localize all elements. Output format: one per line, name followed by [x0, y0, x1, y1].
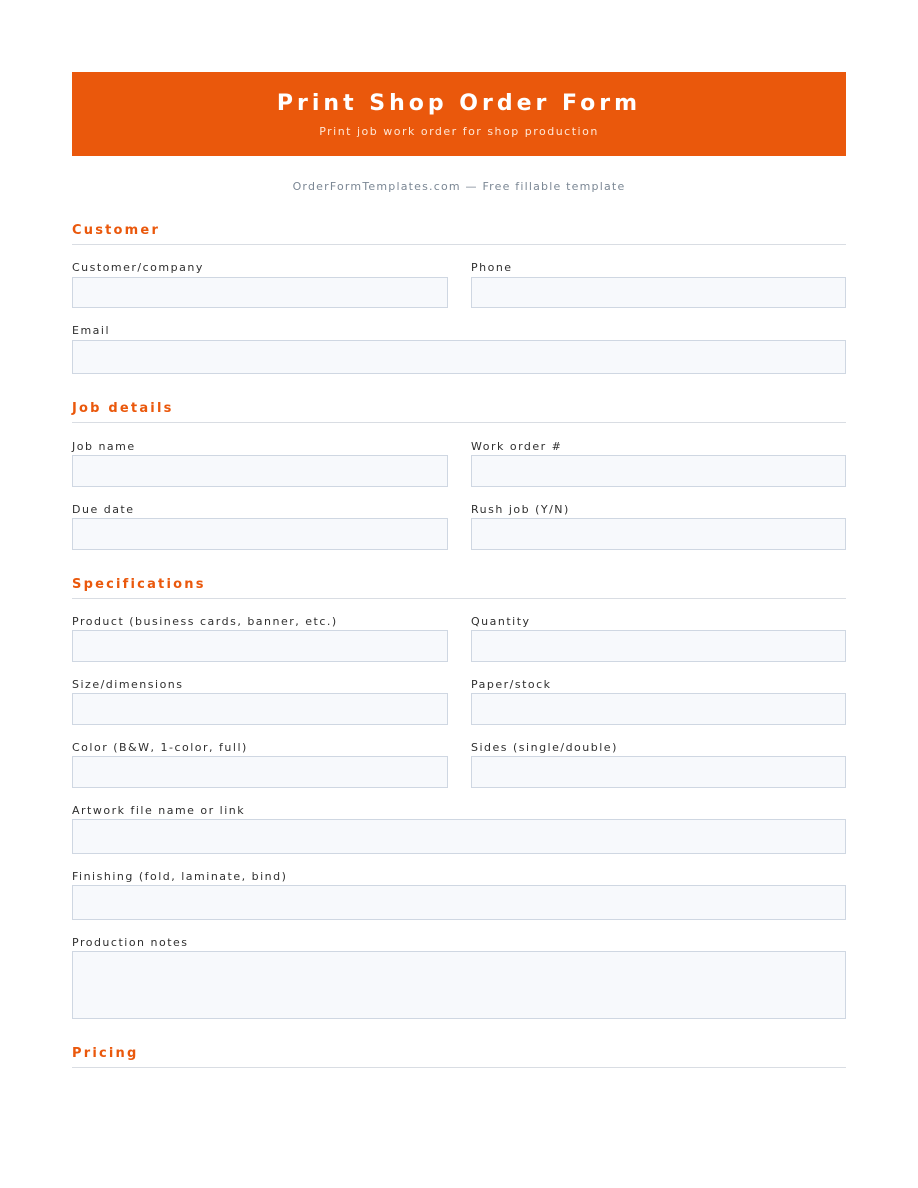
section-title-pricing: Pricing	[72, 1046, 139, 1061]
section-title-specifications: Specifications	[72, 577, 206, 592]
quantity-input[interactable]	[471, 630, 846, 662]
section-divider	[72, 422, 846, 423]
phone-input[interactable]	[471, 277, 846, 308]
product-label: Product (business cards, banner, etc.)	[72, 615, 338, 628]
size-label: Size/dimensions	[72, 678, 184, 691]
paper-input[interactable]	[471, 693, 846, 725]
product-input[interactable]	[72, 630, 448, 662]
sides-label: Sides (single/double)	[471, 741, 618, 754]
artwork-input[interactable]	[72, 819, 846, 854]
finishing-label: Finishing (fold, laminate, bind)	[72, 870, 288, 883]
finishing-input[interactable]	[72, 885, 846, 920]
email-input[interactable]	[72, 340, 846, 374]
section-title-job-details: Job details	[72, 401, 174, 416]
quantity-label: Quantity	[471, 615, 531, 628]
section-divider	[72, 244, 846, 245]
due-date-label: Due date	[72, 503, 135, 516]
section-divider	[72, 598, 846, 599]
source-line: OrderFormTemplates.com — Free fillable template	[292, 180, 626, 193]
rush-job-label: Rush job (Y/N)	[471, 503, 570, 516]
job-name-label: Job name	[72, 440, 136, 453]
customer-company-input[interactable]	[72, 277, 448, 308]
phone-label: Phone	[471, 261, 513, 274]
page-subtitle: Print job work order for shop production	[319, 125, 599, 138]
production-notes-textarea[interactable]	[72, 951, 846, 1019]
sides-input[interactable]	[471, 756, 846, 788]
work-order-input[interactable]	[471, 455, 846, 487]
email-label: Email	[72, 324, 111, 337]
section-divider	[72, 1067, 846, 1068]
header-banner	[72, 72, 846, 156]
due-date-input[interactable]	[72, 518, 448, 550]
page-title: Print Shop Order Form	[276, 91, 642, 116]
production-notes-label: Production notes	[72, 936, 189, 949]
work-order-label: Work order #	[471, 440, 563, 453]
job-name-input[interactable]	[72, 455, 448, 487]
paper-label: Paper/stock	[471, 678, 552, 691]
rush-job-input[interactable]	[471, 518, 846, 550]
artwork-label: Artwork file name or link	[72, 804, 246, 817]
customer-company-label: Customer/company	[72, 261, 204, 274]
color-input[interactable]	[72, 756, 448, 788]
color-label: Color (B&W, 1-color, full)	[72, 741, 248, 754]
size-input[interactable]	[72, 693, 448, 725]
section-title-customer: Customer	[72, 223, 161, 238]
